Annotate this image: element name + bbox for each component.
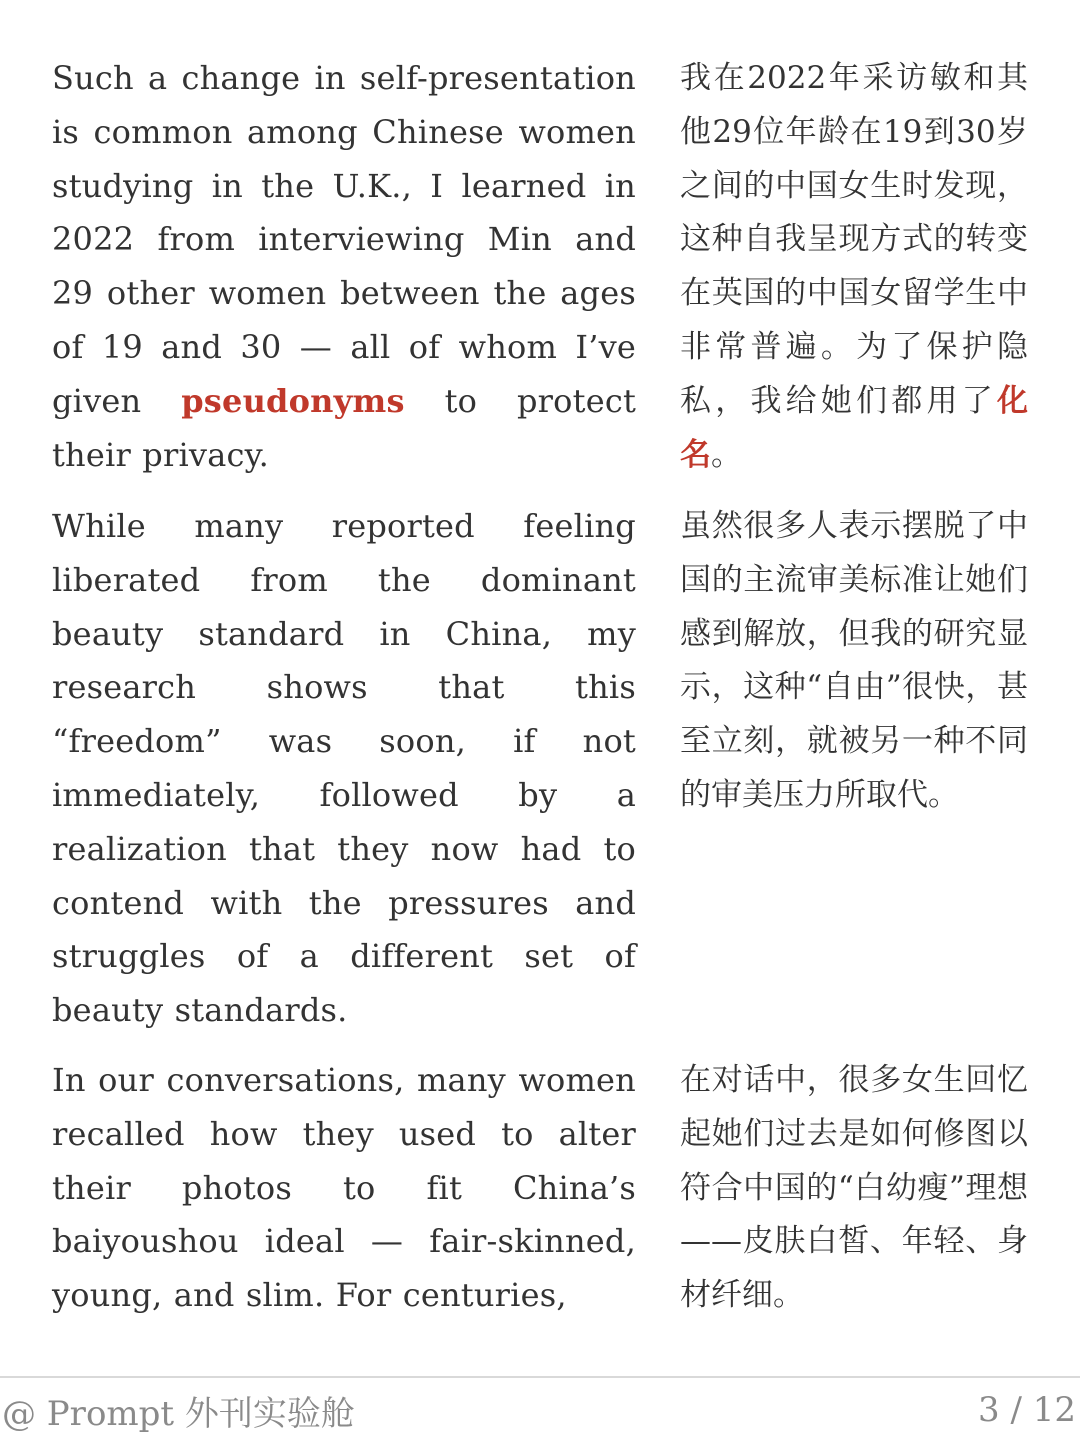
- english-paragraph-2: While many reported feeling liberated from the dominant beauty standard in China, my research shows that this “freedom” was soon, if not immediately, followed by a realization that they now had to contend with the pressures and struggles of a different set of beauty standards.: [52, 507, 636, 1030]
- paragraph-pair-1: [52, 52, 1028, 482]
- chinese-paragraph-2: 虽然很多人表示摆脱了中国的主流审美标准让她们感到解放，但我的研究显示，这种“自由”很快，甚至立刻，就被另一种不同的审美压力所取代。: [680, 508, 1028, 813]
- paragraph-pair-2: [52, 500, 1028, 1038]
- paragraph-pair-3: [52, 1054, 1028, 1323]
- footer: [0, 1380, 1080, 1440]
- english-paragraph-1: [52, 52, 636, 482]
- highlight-term-pseudonyms: pseudonyms: [181, 381, 405, 420]
- chinese-text-after: 。: [711, 436, 742, 473]
- footer-divider: [0, 1376, 1080, 1378]
- highlight-term-huaming: 化名: [680, 382, 1028, 473]
- chinese-paragraph-3: 在对话中，很多女生回忆起她们过去是如何修图以符合中国的“白幼瘦”理想——皮肤白皙、年轻、身材纤细。: [680, 1062, 1028, 1314]
- english-paragraph-3: In our conversations, many women recalled how they used to alter their photos to fit China’s baiyoushou ideal — fair-skinned, young, and slim. For centuries,: [52, 1061, 636, 1315]
- english-text-after: to protect their privacy.: [52, 381, 637, 474]
- chinese-paragraph-1: [680, 52, 1028, 482]
- page-indicator: 3 / 12: [978, 1390, 1076, 1430]
- chinese-text-before: 我在2022年采访敏和其他29位年龄在19到30岁之间的中国女生时发现，这种自我呈现方式的转变在英国的中国女留学生中非常普遍。为了保护隐私，我给她们都用了: [680, 60, 1028, 419]
- footer-source: @ Prompt 外刊实验舱: [2, 1393, 355, 1434]
- english-text-before: Such a change in self-presentation is common among Chinese women studying in the U.K., I learned in 2022 from interviewing Min and 29 other women between the ages of 19 and 30 — all of whom I’ve given: [52, 59, 636, 420]
